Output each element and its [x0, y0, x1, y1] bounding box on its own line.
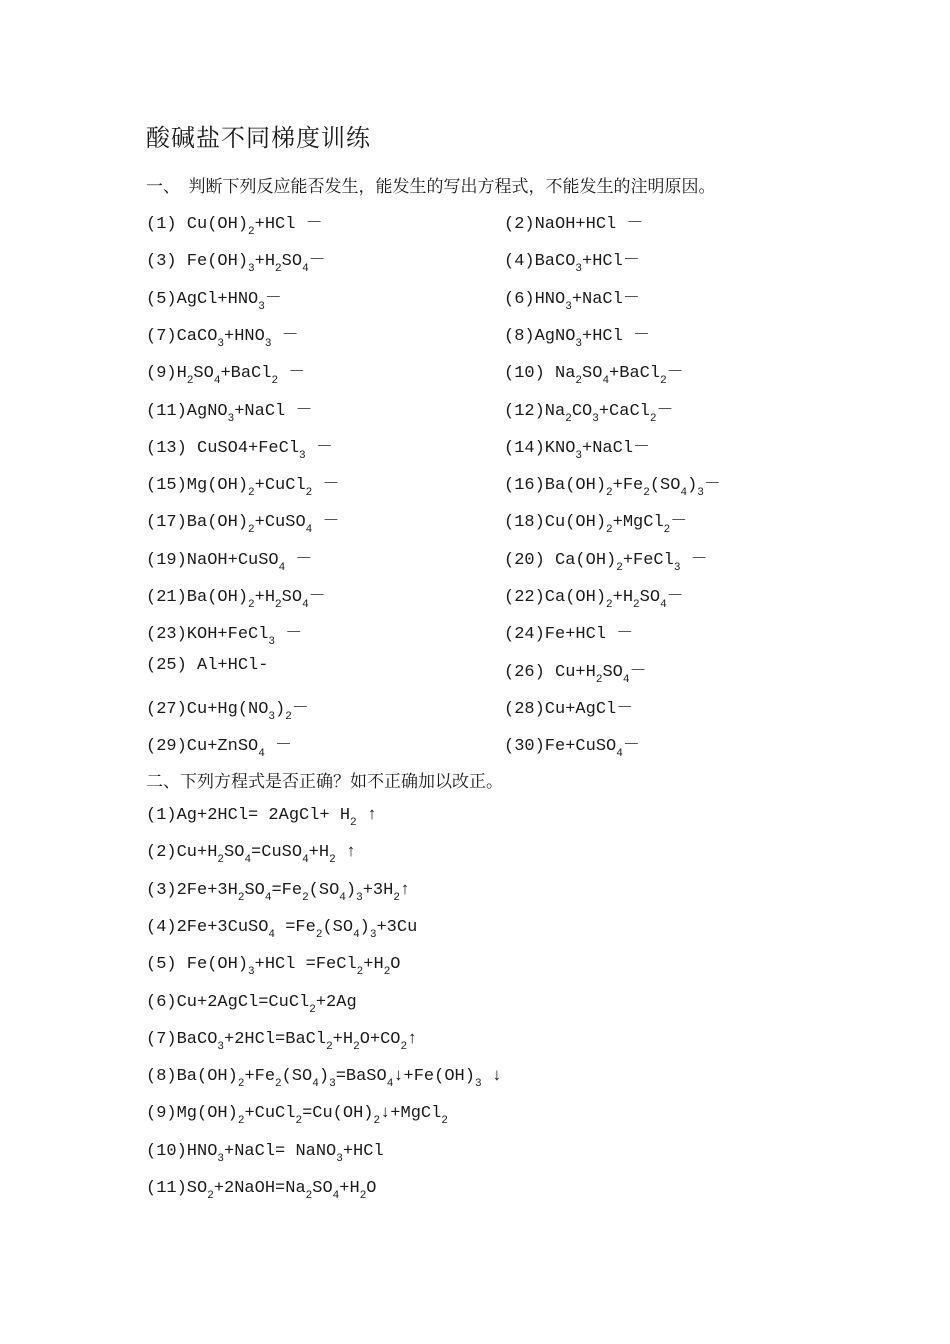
question-item: $(16)Ba(OH)_2+Fe_2(SO_4)_3-$ — [504, 476, 721, 500]
question-item: (8)AgNO$_3$+HCl － — [504, 326, 651, 350]
section-1-heading: 一、 判断下列反应能否发生，能发生的写出方程式，不能发生的注明原因。 — [146, 177, 716, 197]
question-item: $(14)KNO_3+NaCl-$ — [504, 438, 651, 462]
question-item: $(21)Ba(OH)_2+H_2SO_4-$ — [146, 588, 326, 611]
question-item: (23)KOH+FeCl$_3$ － — [146, 625, 303, 649]
equation-item: (5) $Fe(OH)_3+HCl$ $=FeCl_2+H_2O$ — [146, 955, 401, 979]
question-item: $(18)Cu(OH)_2+MgCl_2-$ — [504, 513, 688, 537]
question-item: $(27)Cu+Hg(NO_3)_2-$ — [146, 699, 309, 723]
equation-item: $(11)SO_2+2NaOH=Na_2SO_4+H_2O$ — [146, 1179, 377, 1202]
equation-item: $(3)2Fe+3H_2SO_4=Fe_2(SO_4)_3+3H_2↑$ — [146, 880, 411, 904]
question-item: (28)Cu+AgCl－ — [504, 699, 634, 719]
question-item: (13) CuSO4+FeCl$_3$ － — [146, 438, 333, 462]
question-item: (11)AgNO$_3$+NaCl － — [146, 401, 313, 425]
equation-item: (6)Cu+2AgCl=CuCl$_2$+2Ag — [146, 992, 357, 1016]
question-item: (19)NaOH+CuSO$_4$ － — [146, 550, 313, 574]
equation-item: $(2)Cu+H_2SO_4=CuSO_4+H_2$ ↑ — [146, 843, 357, 867]
question-item: (30)Fe+CuSO$_4$－ — [504, 737, 640, 761]
question-item: (20) $Ca(OH)_2+FeCl_3$ － — [504, 550, 708, 574]
question-item: (29)Cu+ZnSO$_4$ － — [146, 737, 293, 761]
question-item: (10) $Na_2SO_4+BaCl_2-$ — [504, 364, 684, 388]
question-item: $(15)Mg(OH)_2+CuCl_2$ － — [146, 476, 340, 500]
equation-item: $(10)HNO_3+NaCl=$ NaNO$_3$+HCl — [146, 1141, 384, 1165]
question-item: (1) $Cu(OH)_2+HCl$ － — [146, 215, 323, 238]
question-item: (2)NaOH+HCl － — [504, 215, 644, 234]
question-item: (24)Fe+HCl － — [504, 625, 634, 645]
question-item: $(7)CaCO_3+HNO_3$ － — [146, 326, 299, 350]
question-item: (3) $Fe(OH)_3+H_2SO_4-$ — [146, 252, 326, 276]
question-item: (26) $Cu+H_2SO_4-$ — [504, 662, 647, 686]
equation-item: (1)Ag+2HCl= 2AgCl+ $H_2$ ↑ — [146, 806, 378, 829]
question-item: $(9)H_2SO_4+BaCl_2$ － — [146, 364, 306, 388]
question-item: $(5)AgCl+HNO_3-$ — [146, 289, 282, 313]
question-item: $(22)Ca(OH)_2+H_2SO_4-$ — [504, 588, 684, 611]
question-item: $(17)Ba(OH)_2+CuSO_4$ － — [146, 513, 340, 537]
equation-item: $(8)Ba(OH)_2+Fe_2(SO_4)_3=BaSO_4↓+Fe(OH)_3$ ↓ — [146, 1067, 502, 1091]
question-item: (4)BaCO$_3$+HCl－ — [504, 252, 640, 276]
question-item: (25) Al+HCl- — [146, 655, 269, 675]
page-title: 酸碱盐不同梯度训练 — [146, 124, 371, 152]
equation-item: $(7)BaCO_3+2HCl=BaCl_2+H_2O+CO_2↑$ — [146, 1029, 418, 1053]
question-item: $(12)Na_2CO_3+CaCl_2-$ — [504, 401, 674, 425]
equation-item: (4)2Fe+3CuSO$_4$ $=Fe_2(SO_4)_3+3Cu$ — [146, 917, 418, 941]
equation-item: $(9)Mg(OH)_2+CuCl_2=Cu(OH)_2↓+MgCl_2$ — [146, 1104, 448, 1128]
question-item: $(6)HNO_3+NaCl-$ — [504, 289, 640, 313]
section-2-heading: 二、下列方程式是否正确？如不正确加以改正。 — [146, 772, 503, 792]
